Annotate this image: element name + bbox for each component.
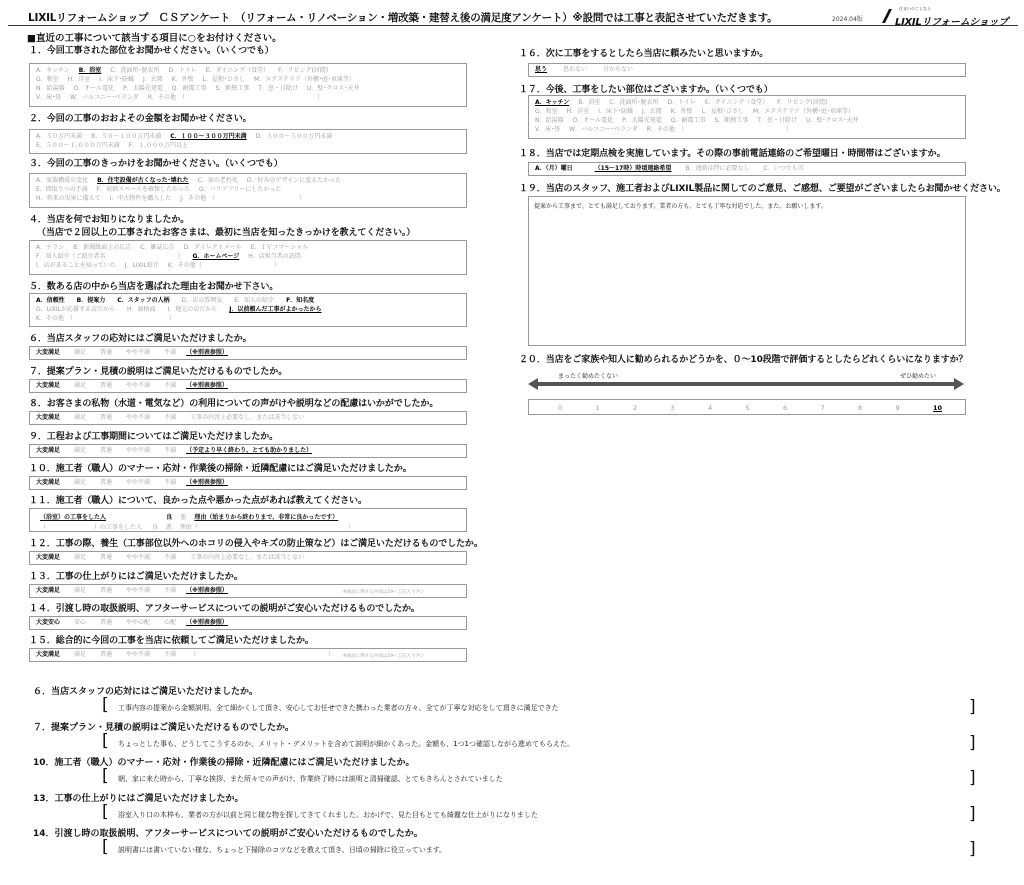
q1-option: O．オール電化	[73, 85, 115, 92]
q3-title: ３．今回の工事のきっかけをお聞かせください。（いくつでも）	[29, 159, 283, 169]
bracket-open: [	[102, 730, 109, 751]
scale-option: やや不満	[126, 349, 151, 356]
q17-option: D．トイレ	[667, 99, 696, 106]
scale-option: 普通	[100, 619, 113, 626]
q2-row	[36, 132, 466, 141]
q2-option: B．５０～１００万円未満	[91, 133, 162, 140]
q1-option: B．浴室	[78, 67, 102, 74]
q6-scale	[29, 346, 467, 360]
scale-option: 不満	[164, 587, 177, 594]
q4-option: G．ホームページ	[192, 253, 240, 260]
q2-option: C．１００～３００万円未満	[170, 133, 247, 140]
scale-option: 満足	[74, 554, 87, 561]
scale-option: 満足	[74, 414, 87, 421]
rating-7: 7	[820, 404, 825, 412]
q4-title: ４．当店を何でお知りになりましたか。	[29, 215, 190, 225]
q11-title: １１．施工者（職人）について、良かった点や悪かった点があれば教えてください。	[29, 496, 367, 506]
q5-option: D．店の雰囲気	[181, 297, 223, 304]
scale-option: 不満	[164, 479, 177, 486]
scale-option: 不満	[164, 382, 177, 389]
q1-option: E．ダイニング（食堂）	[205, 67, 270, 74]
q1-option: F．リビング(居間)	[278, 67, 329, 74]
scale-selected: 大変満足	[36, 651, 61, 658]
q18-options: A．（月）曜日 （15～17時）時頃連絡希望 B．連絡は特に必要なし C．いつでも可	[528, 162, 966, 176]
q12-scale	[29, 551, 467, 565]
q3-row	[36, 176, 466, 185]
q5-option: F．知名度	[286, 297, 315, 304]
q1-option: D．トイレ	[168, 67, 197, 74]
q15-title: １５．総合的に今回の工事を当店に依頼してご満足いただけましたか。	[29, 636, 314, 646]
q13-note: ※商品に関する内容は19へご記入下さい	[343, 590, 425, 595]
appendix-answer: 浴室入り口の木枠も、業者の方が以前と同じ様な物を探してきてくれました。おかげで、見た目もとても綺麗な仕上がりになりました	[118, 810, 538, 819]
q4-options	[29, 240, 467, 275]
q3-option: A．家族構成の変化	[36, 177, 89, 184]
q1-row	[36, 93, 466, 102]
scale-option: やや不満	[126, 651, 151, 658]
q4-option: K．その他（ ）	[167, 262, 280, 269]
scale-reference: （※別表参照）	[186, 587, 228, 594]
q1-option: I．床下･防蟻	[99, 76, 134, 83]
q1-option: N．給湯器	[36, 85, 65, 92]
q9-scale	[29, 444, 467, 458]
scale-option: 満足	[74, 349, 87, 356]
q1-option: U．壁･クロス･天井	[306, 85, 360, 92]
q16-title: １６．次に工事をするとしたら当店に頼みたいと思いますか。	[519, 49, 769, 59]
q17-row	[535, 107, 965, 116]
q12-title: １２．工事の際、養生（工事部位以外へのホコリの侵入やキズの防止策など）はご満足いただけるものでしたか。	[29, 539, 483, 549]
bracket-open: [	[102, 695, 109, 715]
q2-option: D．３００～５００万円未満	[255, 133, 333, 140]
q3-row	[36, 194, 466, 203]
q1-option: Q．耐震工事	[171, 85, 207, 92]
scale-selected: 大変満足	[36, 447, 61, 454]
appendix-question: 13．工事の仕上がりにはご満足いただけましたか。	[33, 793, 244, 804]
q17-option: V．床･畳	[535, 126, 561, 133]
q5-option: G．LIXILが応援する店だから	[36, 306, 115, 313]
q10-scale	[29, 476, 467, 490]
q17-option: A．キッチン	[535, 99, 570, 106]
bracket-close: ]	[969, 803, 976, 824]
q4-option: H．店担当者の訪問	[248, 253, 301, 260]
q15-note: ※商品に関する内容は19へご記入下さい	[343, 654, 425, 659]
scale-option: 普通	[100, 554, 113, 561]
survey-title: LIXILリフォームショップ ＣＳアンケート （リフォーム・リノベーション・増改築・建替え後の満足度アンケート）※設問では工事と表記させていただきます。	[28, 12, 778, 24]
q4-option: F．知人紹介（ご紹介者名 ）	[36, 253, 184, 260]
q5-option: H．価格面	[127, 306, 156, 313]
scale-option: 普通	[100, 382, 113, 389]
q3-option: C．家の老朽化	[197, 177, 238, 184]
q4-option: I．店があることを知っていた	[36, 262, 116, 269]
q19-comment-box: 提案から工事まで、とても満足しております。業者の方も、とても丁寧な対応でした。また、お願いします。	[528, 196, 966, 346]
appendix-answer: 説明書には書いていない様な、ちょっと下掃除のコツなどを教えて頂き、日頃の掃除に役立っています。	[118, 846, 447, 854]
q13-title: １３．工事の仕上がりにはご満足いただけましたか。	[29, 572, 243, 582]
q5-option: I．地元の店だから	[167, 306, 218, 313]
q17-option: O．オール電化	[572, 117, 614, 124]
q5-row	[36, 305, 466, 314]
q5-row	[36, 296, 466, 305]
q8-scale	[29, 411, 467, 425]
q3-option: E．間取りへの不満	[36, 186, 88, 193]
rating-2: 2	[633, 404, 638, 412]
scale-option: 心配	[164, 619, 177, 626]
q17-option: B．浴室	[578, 99, 601, 106]
scale-option: （ ）	[190, 651, 335, 658]
appendix-question: ６．当店スタッフの応対にはご満足いただけましたか。	[33, 687, 259, 697]
bracket-close: ]	[969, 732, 976, 753]
scale-option: やや不満	[126, 447, 151, 454]
q17-option: G．和室	[535, 108, 558, 115]
appendix-question: 14．引渡し時の取扱説明、アフターサービスについての説明がご安心いただけるものでしたか。	[33, 829, 423, 839]
scale-selected: 大変満足	[36, 554, 61, 561]
bracket-open: [	[102, 837, 109, 857]
scale-option: やや心配	[126, 619, 151, 626]
rating-10: 10	[933, 404, 943, 412]
q20-left-label: まったく勧めたくない	[558, 373, 619, 380]
q5-row	[36, 314, 466, 323]
q1-option: S．断熱工事	[215, 85, 250, 92]
appendix-question: 10．施工者（職人）のマナー・応対・作業後の掃除・近隣配慮にはご満足いただけましたか。	[33, 758, 415, 768]
scale-reference: （※別表参照）	[186, 382, 228, 389]
scale-option: 普通	[100, 651, 113, 658]
q1-option: C．洗面所･脱衣所	[110, 67, 160, 74]
scale-option: 工事の内容上必要なし、または該当しない	[190, 414, 305, 421]
q17-option: J．玄関	[641, 108, 662, 115]
q2-title: ２．今回の工事のおおよその金額をお聞かせください。	[29, 114, 252, 124]
scale-option: 安心	[74, 619, 87, 626]
q17-option: I．床下･防蟻	[598, 108, 633, 115]
q1-option: M．エクステリア（外構･庭･車庫等）	[254, 76, 356, 83]
double-arrow-icon	[528, 378, 964, 390]
q19-title: １９．当店のスタッフ、施工者およびLIXIL製品に関してのご意見、ご感想、ご要望がございましたらお聞かせください。	[519, 184, 1006, 194]
scale-option: 普通	[100, 349, 113, 356]
q4-option: A．チラシ	[36, 244, 65, 251]
scale-selected: 大変満足	[36, 382, 61, 389]
q10-title: １０．施工者（職人）のマナー・応対・作業後の掃除・近隣配慮にはご満足いただけましたか。	[29, 464, 412, 474]
scale-option: 普通	[100, 479, 113, 486]
q17-option: P．太陽光発電	[622, 117, 662, 124]
scale-option: 満足	[74, 382, 87, 389]
scale-option: 工事の内容上必要なし、または該当しない	[190, 554, 305, 561]
scale-option: 満足	[74, 447, 87, 454]
q18-title: １８．当店では定期点検を実施しています。その際の事前電話連絡のご希望曜日・時間帯はございますか。	[519, 149, 946, 159]
q7-title: ７．提案プラン・見積の説明はご満足いただけるものでしたか。	[29, 367, 288, 377]
scale-selected: 大変満足	[36, 479, 61, 486]
scale-selected: 大変満足	[36, 349, 61, 356]
q1-option: W．バルコニー･ベランダ	[70, 94, 139, 101]
q20-right-label: ぜひ勧めたい	[900, 373, 937, 380]
q1-row	[36, 66, 466, 75]
q2-options	[29, 129, 467, 154]
scale-option: 普通	[100, 447, 113, 454]
bracket-close: ]	[969, 697, 976, 717]
q1-option: H．洋室	[67, 76, 91, 83]
rating-1: 1	[595, 404, 600, 412]
q17-option: N．給湯器	[535, 117, 564, 124]
q5-option: E．知人の紹介	[234, 297, 275, 304]
scale-selected: 大変満足	[36, 414, 61, 421]
q17-option: S．断熱工事	[714, 117, 749, 124]
q5-title: ５．数ある店の中から当店を選ばれた理由をお聞かせ下さい。	[29, 282, 279, 292]
q1-option: P．太陽光発電	[123, 85, 163, 92]
q3-option: B．住宅設備が古くなった･壊れた	[97, 177, 189, 184]
q1-row	[36, 75, 466, 84]
scale-option: 不満	[164, 651, 177, 658]
q17-row	[535, 98, 965, 107]
scale-option: やや不満	[126, 382, 151, 389]
q17-option: M．エクステリア（外構･庭･車庫等）	[753, 108, 855, 115]
q4-option: D．ダイレクトメール	[183, 244, 242, 251]
q2-option: E．５００～１,０００万円未満	[36, 142, 120, 149]
q3-option: D．好みのデザインに変えたかった	[246, 177, 342, 184]
scale-option: 満足	[74, 587, 87, 594]
q4-subtitle: （当店で２回以上の工事されたお客さまは、最初に当店を知ったきっかけを教えてください。）	[37, 228, 416, 238]
q3-option: I．中古物件を購入した	[109, 195, 172, 202]
q3-option: H．将来の災害に備えて	[36, 195, 101, 202]
q17-title: １７．今後、工事をしたい部位はございますか。（いくつでも）	[519, 85, 773, 95]
logo-mark-icon	[880, 8, 894, 24]
q17-option: H．洋室	[566, 108, 590, 115]
scale-option: 不満	[164, 554, 177, 561]
scale-option: 普通	[100, 414, 113, 421]
scale-option: 不満	[164, 447, 177, 454]
q20-title: ２０．当店をご家族や知人に勧められるかどうかを、０～10段階で評価するとしたらどれくらいになりますか？	[519, 355, 968, 365]
q3-options	[29, 173, 467, 208]
q5-option: K．その他 （ ）	[36, 315, 175, 322]
q11-box: （浴室）の工事をした人 良 悪 理由（始まりから終わりまで、非常に良かったです） （ ）の工事をした人 良 悪 理由（ ）	[29, 508, 467, 532]
appendix-answer: 朝、家に来た時から、丁寧な挨拶、また所々での声がけ、作業終了時には説明と清掃確認、とてもきちんとされていました	[118, 775, 503, 783]
q3-option: J．その他 （ ）	[180, 195, 306, 202]
q5-option: B．提案力	[76, 297, 106, 304]
q17-option: E．ダイニング（食堂）	[704, 99, 769, 106]
scale-reference: （※別表参照）	[186, 479, 228, 486]
bracket-open: [	[102, 766, 109, 786]
q4-option: C．雑誌広告	[140, 244, 175, 251]
q3-option: F．収納スペースを確保したかった	[96, 186, 190, 193]
q17-row	[535, 125, 965, 134]
scale-option: やや不満	[126, 479, 151, 486]
q3-option: G．バリアフリーにしたかった	[198, 186, 282, 193]
q2-row	[36, 141, 466, 150]
q17-option: C．洗面所･脱衣所	[609, 99, 659, 106]
scale-option: やや不満	[126, 414, 151, 421]
q1-row	[36, 84, 466, 93]
q6-title: ６．当店スタッフの応対にはご満足いただけましたか。	[29, 334, 252, 344]
q4-row	[36, 261, 466, 270]
scale-reference: （予定より早く終わり、とても助かりました）	[186, 447, 313, 454]
scale-selected: 大変安心	[36, 619, 61, 626]
scale-option: 不満	[164, 414, 177, 421]
page-header	[8, 3, 1018, 26]
q2-option: F．１,０００万円以上	[128, 142, 189, 149]
q14-title: １４．引渡し時の取扱説明、アフターサービスについての説明がご安心いただけるものでしたか。	[29, 604, 420, 614]
q16-options: 思う 思わない 分からない	[528, 63, 966, 77]
q8-title: ８．お客さまの私物（水道・電気など）の利用についての声がけや説明などの配慮はいかがでしたか。	[29, 399, 439, 409]
appendix-answer: ちょっとした事も、どうしてこうするのか、メリット・デメリットを含めて説明が細かくあった。金額も、1つ1つ確認しながら進めてもらえた。	[118, 739, 574, 748]
lixil-logo: 住まいのことなら LIXILリフォームショップ	[880, 5, 1000, 27]
q20-rating-scale	[528, 399, 966, 415]
scale-reference: （※別表参照）	[186, 349, 228, 356]
bracket-close: ]	[969, 768, 976, 788]
rating-4: 4	[708, 404, 713, 412]
rating-8: 8	[858, 404, 863, 412]
scale-option: 普通	[100, 587, 113, 594]
q1-option: J．玄関	[142, 76, 163, 83]
q17-option: W．バルコニー･ベランダ	[569, 126, 638, 133]
scale-option: 満足	[74, 479, 87, 486]
rating-3: 3	[670, 404, 675, 412]
q9-title: ９．工程および工事期間についてはご満足いただけましたか。	[29, 432, 279, 442]
q1-title: １．今回工事された部位をお聞かせください。（いくつでも）	[29, 46, 274, 56]
scale-option: やや不満	[126, 587, 151, 594]
rating-9: 9	[895, 404, 900, 412]
q17-option: U．壁･クロス･天井	[805, 117, 859, 124]
q17-option: R．その他 （ ）	[646, 126, 792, 133]
scale-selected: 大変満足	[36, 587, 61, 594]
scale-option: 満足	[74, 651, 87, 658]
q4-option: J．LIXIL紹介	[124, 262, 159, 269]
q1-option: R．その他 （ ）	[147, 94, 323, 101]
q17-option: K．外壁	[670, 108, 693, 115]
version-label: 2024.04版	[832, 16, 863, 23]
q1-options	[29, 63, 467, 107]
rating-0: 0	[558, 404, 563, 412]
scale-option: やや不満	[126, 554, 151, 561]
q17-option: T．窓・日除け	[757, 117, 797, 124]
q7-scale	[29, 379, 467, 393]
intro-text: ■直近の工事について該当する項目に○をお付けください。	[27, 33, 282, 44]
q1-option: G．和室	[36, 76, 59, 83]
rating-5: 5	[745, 404, 750, 412]
q5-option: A．信頼性	[36, 297, 65, 304]
q4-option: B．新聞紙面上の広告	[73, 244, 132, 251]
q3-row	[36, 185, 466, 194]
q17-option: F．リビング(居間)	[777, 99, 828, 106]
q17-options	[528, 95, 966, 139]
q5-options	[29, 293, 467, 327]
scale-option: 不満	[164, 349, 177, 356]
q5-option: J．以前頼んだ工事がよかったから	[229, 306, 322, 313]
appendix-question: ７．提案プラン・見積の説明はご満足いただけるものでしたか。	[33, 722, 295, 733]
q17-option: Q．耐震工事	[670, 117, 706, 124]
rating-6: 6	[783, 404, 788, 412]
q1-option: L．屋根･ひさし	[202, 76, 246, 83]
q14-scale	[29, 616, 467, 630]
q17-option: L．屋根･ひさし	[701, 108, 745, 115]
q4-option: E．ＴＶコマーシャル	[250, 244, 309, 251]
q1-option: V．床･畳	[36, 94, 62, 101]
q1-option: T．窓・日除け	[258, 85, 298, 92]
q17-row	[535, 116, 965, 125]
q2-option: A．５０万円未満	[36, 133, 83, 140]
q1-option: K．外壁	[171, 76, 194, 83]
q4-row	[36, 252, 466, 261]
q4-row	[36, 243, 466, 252]
appendix-answer: 工事内容の提案から金額説明、全て細かくして頂き、安心してお任せできた携わった業者の方々、全てが丁寧な対応をして頂きに満足できた	[118, 704, 559, 712]
q5-option: C．スタッフの人柄	[117, 297, 170, 304]
q1-option: A．キッチン	[36, 67, 70, 74]
bracket-open: [	[102, 801, 109, 822]
bracket-close: ]	[969, 839, 976, 859]
scale-reference: （※別表参照）	[186, 619, 228, 626]
